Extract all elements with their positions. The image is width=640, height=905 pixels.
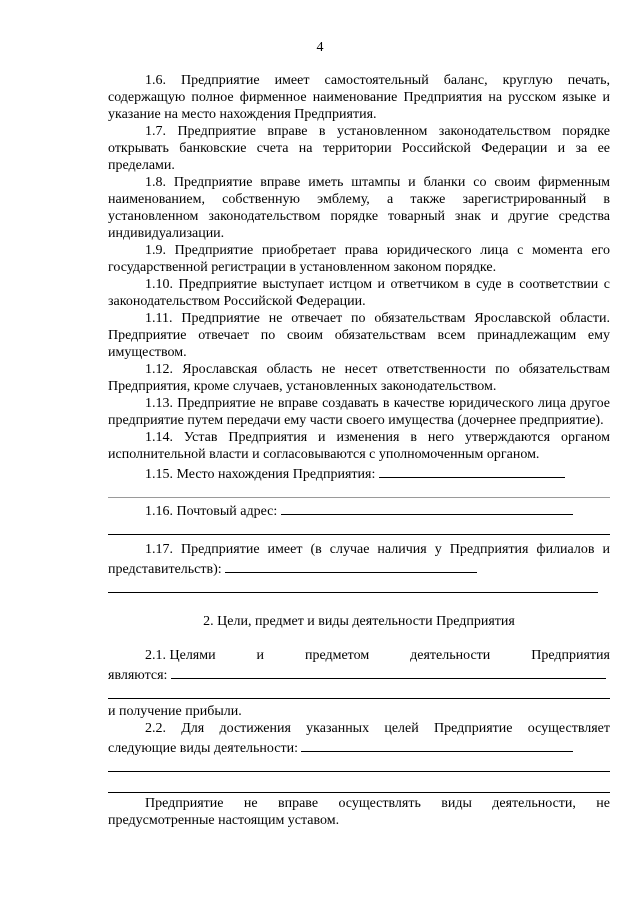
paragraph-1-9: 1.9. Предприятие приобретает права юридического лица с момента его государственной регистрации в установленном законом порядке. bbox=[108, 243, 610, 275]
paragraph-2-2 bbox=[108, 720, 610, 757]
paragraph-1-7: 1.7. Предприятие вправе в установленном законодательством порядке открывать банковские счета на территории Российской Федерации и за ее пределами. bbox=[108, 124, 610, 173]
paragraph-2-1-cont bbox=[108, 664, 610, 684]
location-blank-line[interactable] bbox=[108, 497, 610, 498]
activities-blank-line-2[interactable] bbox=[108, 792, 610, 793]
location-blank[interactable] bbox=[379, 463, 565, 478]
paragraph-1-11: 1.11. Предприятие не отвечает по обязательствам Ярославской области. Предприятие отвечает по своим обязательствам всем принадлежащим ему имуществом. bbox=[108, 311, 610, 360]
page-number: 4 bbox=[316, 40, 324, 55]
postal-address-label: 1.16. Почтовый адрес: bbox=[145, 504, 278, 519]
paragraph-1-14: 1.14. Устав Предприятия и изменения в него утверждаются органом исполнительной власти и согласовываются с уполномоченным органом. bbox=[108, 430, 610, 462]
paragraph-1-15 bbox=[108, 463, 610, 483]
paragraph-1-13: 1.13. Предприятие не вправе создавать в качестве юридического лица другое предприятие путем передачи ему части своего имущества (дочернее предприятие). bbox=[108, 396, 610, 428]
paragraph-2-1-line bbox=[108, 647, 610, 664]
paragraph-1-6: 1.6. Предприятие имеет самостоятельный баланс, круглую печать, содержащую полное фирменное наименование Предприятия на русском языке и указание на место нахождения Предприятия. bbox=[108, 73, 610, 122]
profit-text: и получение прибыли. bbox=[108, 704, 242, 719]
branches-label: 1.17. Предприятие имеет (в случае наличия у Предприятия филиалов и представительств): bbox=[108, 542, 610, 577]
paragraph-1-10: 1.10. Предприятие выступает истцом и ответчиком в суде в соответствии с законодательством Российской Федерации. bbox=[108, 277, 610, 309]
p2-1-word-5: Предприятия bbox=[531, 648, 610, 663]
section-2-heading: 2. Цели, предмет и виды деятельности Предприятия bbox=[203, 614, 515, 629]
goals-blank[interactable] bbox=[171, 664, 606, 679]
branches-blank[interactable] bbox=[225, 558, 477, 573]
activities-blank[interactable] bbox=[301, 737, 573, 752]
document-body bbox=[108, 72, 610, 829]
postal-address-blank-line[interactable] bbox=[108, 534, 610, 535]
p2-1-word-2: и bbox=[256, 648, 265, 663]
goals-label: являются: bbox=[108, 668, 168, 683]
paragraph-1-8: 1.8. Предприятие вправе иметь штампы и бланки со своим фирменным наименованием, собственную эмблему, а также зарегистрированный в установленном законодательством порядке товарный знак и другие средства индивидуализации. bbox=[108, 175, 610, 241]
postal-address-blank[interactable] bbox=[281, 500, 573, 515]
location-label: 1.15. Место нахождения Предприятия: bbox=[145, 467, 376, 482]
p2-1-word-1: 2.1. Целями bbox=[145, 648, 216, 663]
activities-label: 2.2. Для достижения указанных целей Предприятие осуществляет следующие виды деятельности: bbox=[108, 721, 610, 756]
p2-1-word-4: деятельности bbox=[410, 648, 491, 663]
paragraph-1-16 bbox=[108, 500, 610, 520]
p2-1-word-3: предметом bbox=[304, 648, 370, 663]
activities-blank-line-1[interactable] bbox=[108, 771, 610, 772]
paragraph-1-12: 1.12. Ярославская область не несет ответственности по обязательствам Предприятия, кроме случаев, установленных законодательством. bbox=[108, 362, 610, 394]
branches-blank-line[interactable] bbox=[108, 592, 598, 593]
goals-blank-line[interactable] bbox=[108, 698, 610, 699]
closing-paragraph: Предприятие не вправе осуществлять виды деятельности, не предусмотренные настоящим уставом. bbox=[108, 796, 610, 828]
paragraph-1-17 bbox=[108, 541, 610, 578]
